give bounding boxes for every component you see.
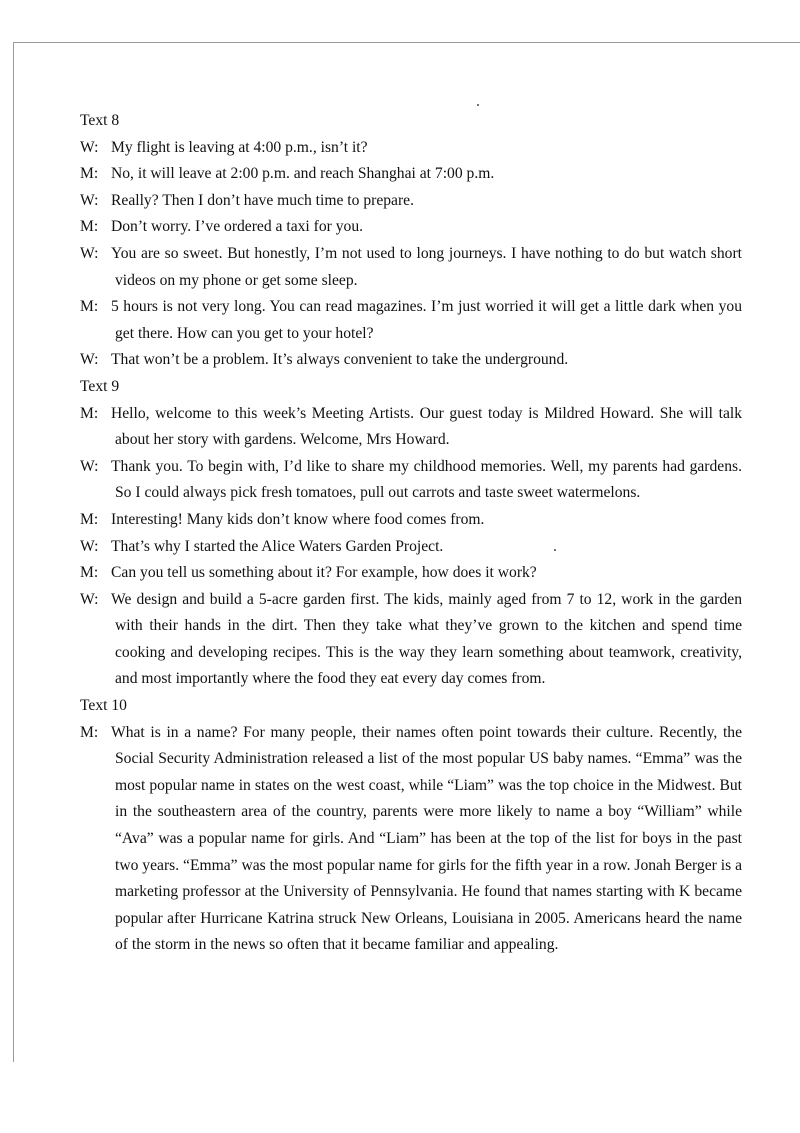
line-text: Don’t worry. I’ve ordered a taxi for you. <box>111 218 364 236</box>
scan-speck <box>477 104 479 106</box>
dialogue-line <box>80 188 742 215</box>
line-text: What is in a name? For many people, their names often point towards their culture. Recently, the Social Security Administration released a list of the most popular US baby names. “Emma” was the most popular name in states on the west coast, while “Liam” was the top choice in the Midwest. But in the southeastern area of the country, parents were more likely to name a boy “William” while “Ava” was a popular name for girls. And “Liam” has been at the top of the list for boys in the past two years. “Emma” was the most popular name for girls for the fifth year in a row. Jonah Berger is a marketing professor at the University of Pennsylvania. He found that names starting with K became popular after Hurricane Katrina struck New Orleans, Louisiana in 2005. Americans heard the name of the storm in the news so often that it became familiar and appealing. <box>111 723 742 954</box>
speaker-label: W: <box>80 351 99 369</box>
speaker-label: W: <box>80 590 99 608</box>
page-top-edge <box>13 42 800 43</box>
dialogue-line <box>80 161 742 188</box>
line-text: Hello, welcome to this week’s Meeting Artists. Our guest today is Mildred Howard. She will talk about her story with gardens. Welcome, Mrs Howard. <box>111 404 742 449</box>
speaker-label: W: <box>80 537 99 555</box>
line-text: Really? Then I don’t have much time to prepare. <box>111 191 414 209</box>
line-text: That won’t be a problem. It’s always convenient to take the underground. <box>111 351 569 369</box>
speaker-label: M: <box>80 165 99 183</box>
line-text: We design and build a 5-acre garden first. The kids, mainly aged from 7 to 12, work in the garden with their hands in the dirt. Then they take what they’ve grown to the kitchen and spend time cooking and developing recipes. This is the way they learn something about teamwork, creativity, and most importantly where the food they eat every day comes from. <box>111 590 742 688</box>
line-text: Interesting! Many kids don’t know where food comes from. <box>111 510 485 528</box>
line-text: That’s why I started the Alice Waters Garden Project. <box>111 537 444 555</box>
speaker-label: M: <box>80 510 99 528</box>
section-title: Text 8 <box>80 112 120 129</box>
section-title: Text 10 <box>80 697 127 715</box>
dialogue-line <box>80 560 742 587</box>
dialogue-line <box>80 720 742 959</box>
speaker-label: M: <box>80 404 99 422</box>
dialogue-line <box>80 534 742 561</box>
dialogue-line <box>80 241 742 294</box>
line-text: Thank you. To begin with, I’d like to share my childhood memories. Well, my parents had gardens. So I could always pick fresh tomatoes, pull out carrots and taste sweet watermelons. <box>111 457 742 502</box>
speaker-label: M: <box>80 298 99 316</box>
page-left-edge <box>13 42 14 1062</box>
dialogue-line <box>80 401 742 454</box>
line-text: You are so sweet. But honestly, I’m not used to long journeys. I have nothing to do but watch short videos on my phone or get some sleep. <box>111 244 742 289</box>
line-text: Can you tell us something about it? For example, how does it work? <box>111 564 537 582</box>
speaker-label: M: <box>80 218 99 236</box>
speaker-label: W: <box>80 191 99 209</box>
section-text-10 <box>80 693 742 959</box>
section-text-9 <box>80 374 742 693</box>
section-text-8 <box>80 108 742 374</box>
dialogue-line <box>80 587 742 693</box>
speaker-label: W: <box>80 457 99 475</box>
speaker-label: M: <box>80 723 99 741</box>
speaker-label: W: <box>80 244 99 262</box>
line-text: No, it will leave at 2:00 p.m. and reach Shanghai at 7:00 p.m. <box>111 165 495 183</box>
dialogue-line <box>80 294 742 347</box>
transcript <box>80 108 742 959</box>
speaker-label: W: <box>80 138 99 156</box>
dialogue-line <box>80 507 742 534</box>
dialogue-line <box>80 347 742 374</box>
dialogue-line <box>80 454 742 507</box>
dialogue-line <box>80 135 742 162</box>
section-title: Text 9 <box>80 377 120 395</box>
dialogue-line <box>80 214 742 241</box>
line-text: 5 hours is not very long. You can read magazines. I’m just worried it will get a little dark when you get there. How can you get to your hotel? <box>111 298 742 342</box>
line-text: My flight is leaving at 4:00 p.m., isn’t it? <box>111 138 368 156</box>
speaker-label: M: <box>80 564 99 582</box>
